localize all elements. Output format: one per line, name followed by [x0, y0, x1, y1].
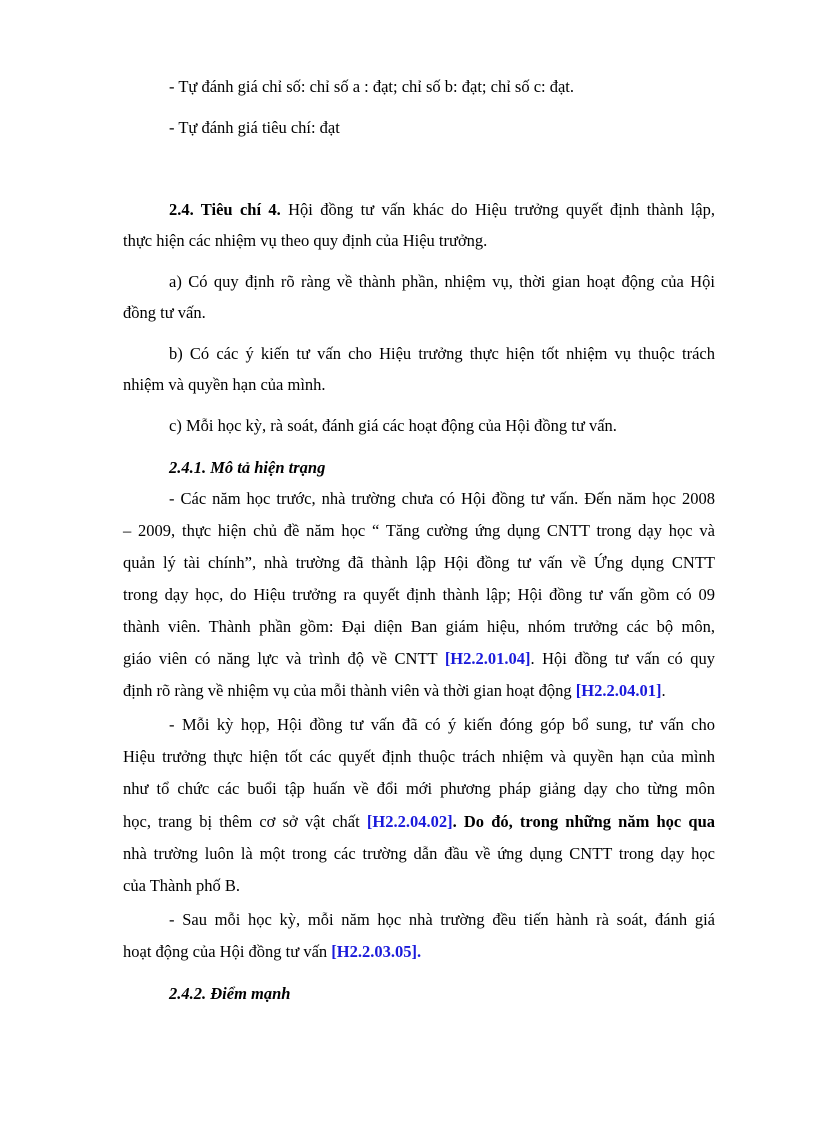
p1-line4: trong dạy học, do Hiệu trưởng ra quyết định thành lập; Hội đồng tư vấn gồm có 09: [123, 585, 715, 604]
p1-line6-tail: . Hội đồng tư vấn có quy: [530, 649, 716, 668]
p3-line2-text: hoạt động của Hội đồng tư vấn: [123, 942, 328, 961]
indicator-a-line1: a) Có quy định rõ ràng về thành phần, nhiệm vụ, thời gian hoạt động của Hội: [169, 272, 715, 291]
evidence-ref: [H2.2.04.01]: [575, 681, 662, 700]
section-241-heading: 2.4.1. Mô tả hiện trạng: [169, 458, 326, 477]
criterion4-heading: 2.4. Tiêu chí 4.: [169, 200, 281, 219]
criterion4-title-line1: [169, 200, 715, 220]
criterion4-title-line2: thực hiện các nhiệm vụ theo quy định của Hiệu trưởng.: [123, 231, 488, 250]
p2-line4-tail: . Do đó, trong những năm học qua: [452, 812, 716, 831]
p1-line7-text: định rõ ràng về nhiệm vụ của mỗi thành viên và thời gian hoạt động: [123, 681, 572, 700]
p1-line7-tail: .: [661, 681, 666, 700]
document-page: [123, 0, 715, 1123]
p3-line1: - Sau mỗi học kỳ, mỗi năm học nhà trường đều tiến hành rà soát, đánh giá: [169, 910, 715, 929]
evidence-ref: [H2.2.04.02]: [366, 812, 453, 831]
p1-line6-text: giáo viên có năng lực và trình độ về CNTT: [123, 649, 438, 668]
p2-line1: - Mỗi kỳ họp, Hội đồng tư vấn đã có ý kiến đóng góp bổ sung, tư vấn cho: [169, 715, 715, 734]
criterion4-title-text: Hội đồng tư vấn khác do Hiệu trưởng quyết định thành lập,: [288, 200, 715, 219]
indicator-c: c) Mỗi học kỳ, rà soát, đánh giá các hoạt động của Hội đồng tư vấn.: [169, 416, 617, 435]
indicator-b-line2: nhiệm và quyền hạn của mình.: [123, 375, 326, 394]
p1-line2: – 2009, thực hiện chủ đề năm học “ Tăng cường ứng dụng CNTT trong dạy học và: [123, 521, 715, 540]
indicator-a-line2: đồng tư vấn.: [123, 303, 206, 322]
section-242-heading: 2.4.2. Điểm mạnh: [169, 984, 291, 1003]
evidence-ref: [H2.2.03.05].: [331, 942, 422, 961]
p2-line5: nhà trường luôn là một trong các trường dẫn đầu về ứng dụng CNTT trong dạy học: [123, 844, 715, 863]
p1-line1: - Các năm học trước, nhà trường chưa có Hội đồng tư vấn. Đến năm học 2008: [169, 489, 715, 508]
indicator-b-line1: b) Có các ý kiến tư vấn cho Hiệu trưởng thực hiện tốt nhiệm vụ thuộc trách: [169, 344, 715, 363]
p2-line3: như tổ chức các buổi tập huấn về đổi mới phương pháp giảng dạy cho từng môn: [123, 779, 715, 798]
p1-line6: [123, 649, 715, 669]
p3-line2: [123, 942, 421, 962]
p1-line3: quản lý tài chính”, nhà trường đã thành lập Hội đồng tư vấn về Ứng dụng CNTT: [123, 553, 715, 572]
evidence-ref: [H2.2.01.04]: [444, 649, 531, 668]
p2-line2: Hiệu trưởng thực hiện tốt các quyết định thuộc trách nhiệm và quyền hạn của mình: [123, 747, 715, 766]
p1-line7: [123, 681, 666, 701]
self-eval-indicators: - Tự đánh giá chỉ số: chỉ số a : đạt; chỉ số b: đạt; chỉ số c: đạt.: [169, 77, 575, 96]
p1-line5: thành viên. Thành phần gồm: Đại diện Ban giám hiệu, nhóm trưởng các bộ môn,: [123, 617, 715, 636]
p2-line4: [123, 812, 715, 832]
p2-line6: của Thành phố B.: [123, 876, 241, 895]
self-eval-criterion: - Tự đánh giá tiêu chí: đạt: [169, 118, 340, 137]
p2-line4-text: học, trang bị thêm cơ sở vật chất: [123, 812, 360, 831]
